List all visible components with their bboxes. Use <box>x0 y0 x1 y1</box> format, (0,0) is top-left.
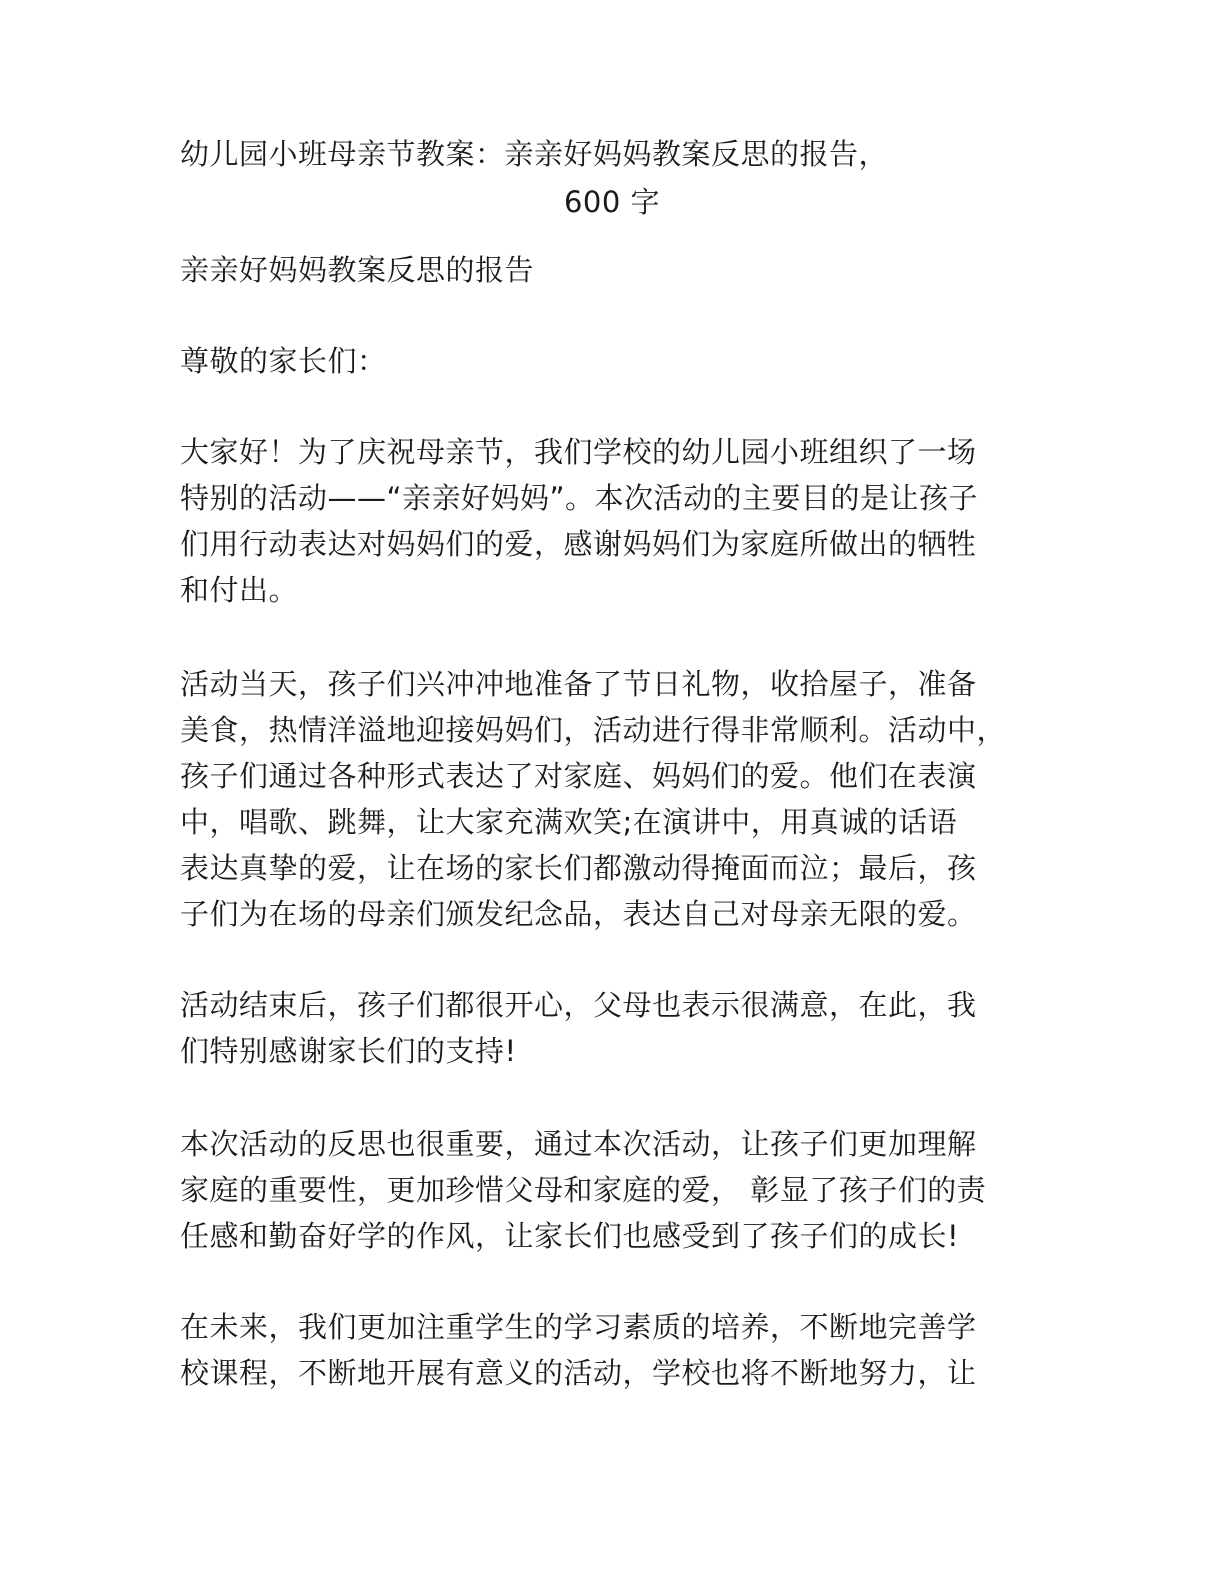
paragraph-line: 任感和勤奋好学的作风，让家长们也感受到了孩子们的成长! <box>180 1219 960 1253</box>
paragraph-line: 中，唱歌、跳舞，让大家充满欢笑;在演讲中，用真诚的话语 <box>180 805 958 839</box>
title-line-1: 幼儿园小班母亲节教案：亲亲好妈妈教案反思的报告， <box>180 137 889 171</box>
greeting <box>180 338 1040 384</box>
title-line-2: 600 字 <box>563 185 661 219</box>
paragraph-line: 美食，热情洋溢地迎接妈妈们，活动进行得非常顺利。活动中， <box>180 713 1007 747</box>
paragraph-1 <box>180 429 1040 613</box>
paragraph-line: 子们为在场的母亲们颁发纪念品，表达自己对母亲无限的爱。 <box>180 897 977 931</box>
paragraph-line: 表达真挚的爱，让在场的家长们都激动得掩面而泣；最后，孩 <box>180 851 977 885</box>
paragraph-4 <box>180 1121 1040 1259</box>
paragraph-line: 家庭的重要性，更加珍惜父母和家庭的爱， 彰显了孩子们的责 <box>180 1173 987 1207</box>
paragraph-2 <box>180 661 1040 937</box>
paragraph-line: 们用行动表达对妈妈们的爱，感谢妈妈们为家庭所做出的牺牲 <box>180 527 977 561</box>
paragraph-line: 孩子们通过各种形式表达了对家庭、妈妈们的爱。他们在表演 <box>180 759 977 793</box>
paragraph-line: 们特别感谢家长们的支持! <box>180 1034 517 1068</box>
greeting-text: 尊敬的家长们： <box>180 344 387 378</box>
subtitle-text: 亲亲好妈妈教案反思的报告 <box>180 253 535 287</box>
document-subtitle <box>180 247 1040 293</box>
paragraph-line: 校课程，不断地开展有意义的活动，学校也将不断地努力，让 <box>180 1356 977 1390</box>
paragraph-line: 大家好！为了庆祝母亲节，我们学校的幼儿园小班组织了一场 <box>180 435 977 469</box>
paragraph-5 <box>180 1304 1040 1396</box>
paragraph-line: 活动结束后，孩子们都很开心，父母也表示很满意，在此，我 <box>180 988 977 1022</box>
paragraph-line: 特别的活动——“亲亲好妈妈”。本次活动的主要目的是让孩子 <box>180 481 979 515</box>
document-title <box>180 130 1044 226</box>
paragraph-line: 本次活动的反思也很重要，通过本次活动，让孩子们更加理解 <box>180 1127 977 1161</box>
paragraph-line: 活动当天，孩子们兴冲冲地准备了节日礼物，收拾屋子，准备 <box>180 667 977 701</box>
paragraph-line: 在未来，我们更加注重学生的学习素质的培养，不断地完善学 <box>180 1310 977 1344</box>
paragraph-line: 和付出。 <box>180 573 299 607</box>
paragraph-3 <box>180 982 1040 1074</box>
